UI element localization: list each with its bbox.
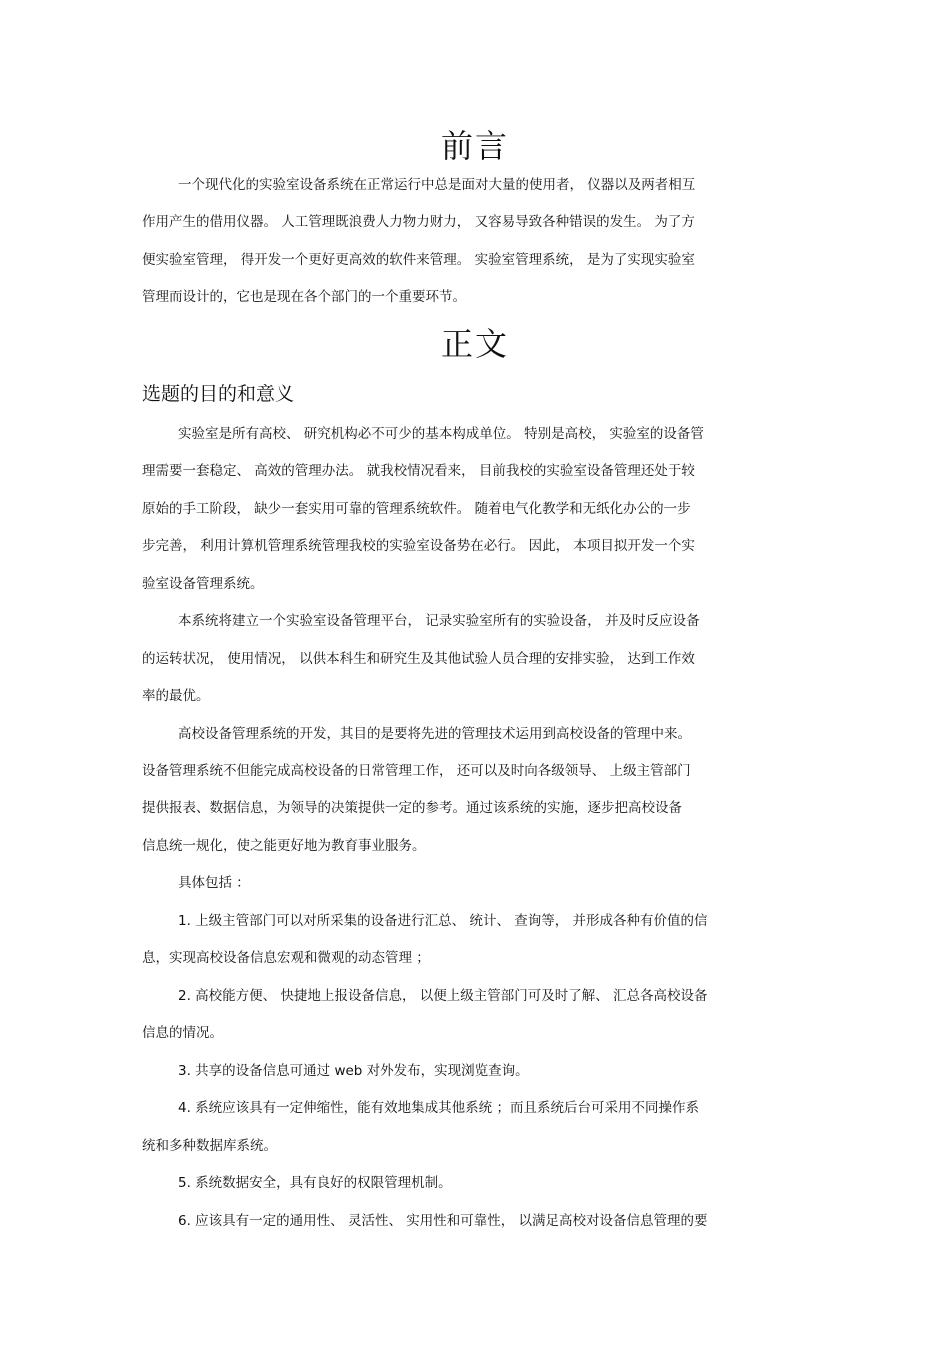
preface-line: 管理而设计的，它也是现在各个部门的一个重要环节。: [142, 289, 466, 305]
paragraph-line: 信息统一规化，使之能更好地为教育事业服务。: [142, 838, 426, 854]
paragraph-line: 步完善， 利用计算机管理系统管理我校的实验室设备势在必行。 因此， 本项目拟开发一个实: [142, 538, 695, 554]
preface-line: 一个现代化的实验室设备系统在正常运行中总是面对大量的使用者， 仪器以及两者相互: [178, 177, 696, 193]
paragraph-line: 提供报表、数据信息，为领导的决策提供一定的参考。通过该系统的实施，逐步把高校设备: [142, 800, 682, 816]
paragraph-line: 原始的手工阶段， 缺少一套实用可靠的管理系统软件。 随着电气化教学和无纸化办公的一步: [142, 501, 691, 517]
preface-title: 前言: [440, 127, 509, 165]
list-item: 5. 系统数据安全，具有良好的权限管理机制。: [178, 1175, 452, 1191]
paragraph-line: 本系统将建立一个实验室设备管理平台， 记录实验室所有的实验设备， 并及时反应设备: [178, 613, 700, 629]
list-item: 3. 共享的设备信息可通过 web 对外发布，实现浏览查询。: [178, 1063, 529, 1079]
paragraph-line: 理需要一套稳定、 高效的管理办法。 就我校情况看来， 目前我校的实验室设备管理还处于较: [142, 463, 695, 479]
list-item: 1. 上级主管部门可以对所采集的设备进行汇总、 统计、 查询等， 并形成各种有价值的信: [178, 913, 708, 929]
section-heading: 选题的目的和意义: [142, 383, 295, 405]
list-item: 4. 系统应该具有一定伸缩性，能有效地集成其他系统 ；而且系统后台可采用不同操作系: [178, 1100, 699, 1116]
preface-line: 便实验室管理， 得开发一个更好更高效的软件来管理。 实验室管理系统， 是为了实现实验室: [142, 252, 695, 268]
list-item: 6. 应该具有一定的通用性、 灵活性、 实用性和可靠性， 以满足高校对设备信息管理的要: [178, 1213, 708, 1229]
paragraph-line: 高校设备管理系统的开发，其目的是要将先进的管理技术运用到高校设备的管理中来。: [178, 726, 691, 742]
list-item: 2. 高校能方便、 快捷地上报设备信息， 以便上级主管部门可及时了解、 汇总各高校设备: [178, 988, 708, 1004]
paragraph-line: 设备管理系统不但能完成高校设备的日常管理工作， 还可以及时向各级领导、 上级主管部门: [142, 763, 691, 779]
paragraph-line: 的运转状况， 使用情况， 以供本科生和研究生及其他试验人员合理的安排实验， 达到工作效: [142, 651, 695, 667]
paragraph-line: 率的最优。: [142, 688, 210, 704]
list-item-continuation: 息，实现高校设备信息宏观和微观的动态管理 ；: [142, 950, 430, 966]
paragraph-line: 实验室是所有高校、 研究机构必不可少的基本构成单位。 特别是高校， 实验室的设备管: [178, 426, 704, 442]
paragraph-line: 验室设备管理系统。: [142, 576, 264, 592]
list-item-continuation: 统和多种数据库系统。: [142, 1138, 277, 1154]
includes-label: 具体包括 ：: [178, 875, 250, 891]
body-title: 正文: [440, 325, 509, 363]
preface-line: 作用产生的借用仪器。 人工管理既浪费人力物力财力， 又容易导致各种错误的发生。 为了方: [142, 214, 695, 230]
list-item-continuation: 信息的情况。: [142, 1025, 223, 1041]
